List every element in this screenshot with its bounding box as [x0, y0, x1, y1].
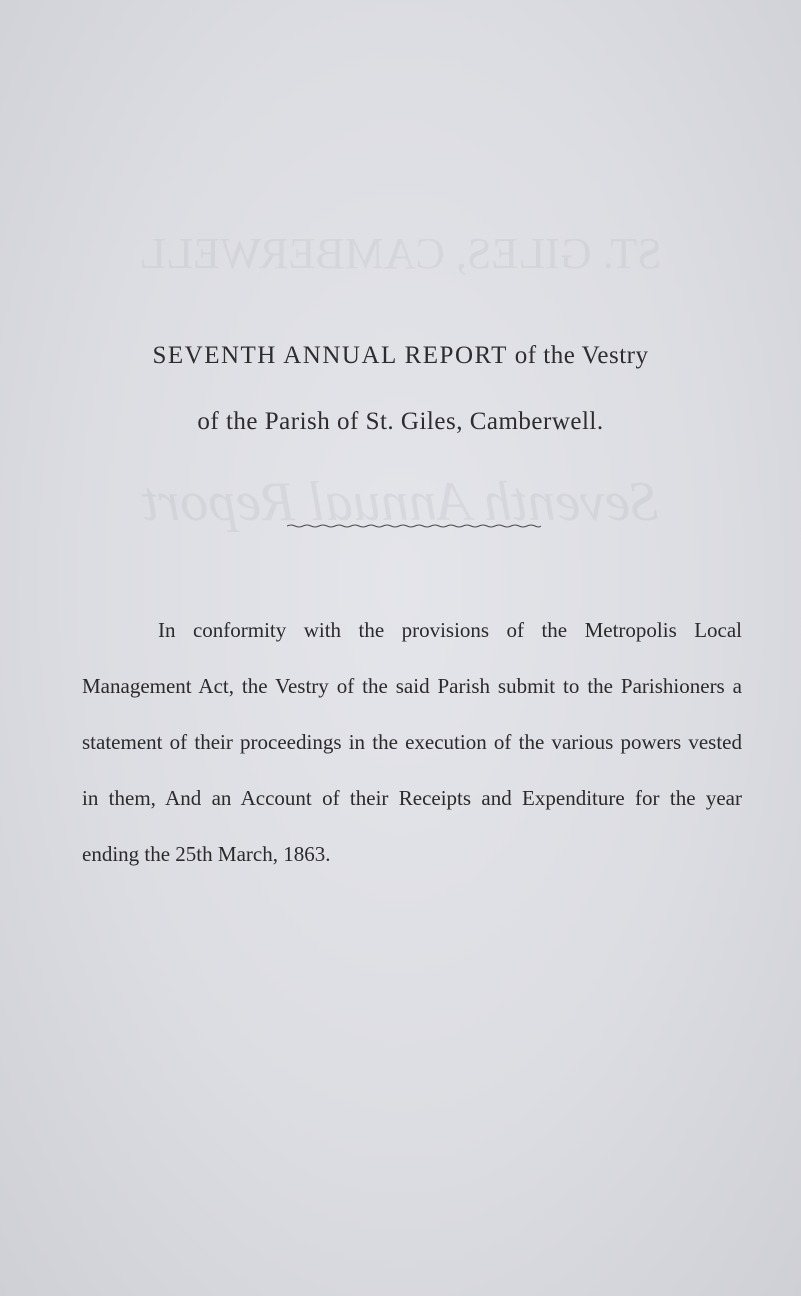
wavy-divider-rule — [287, 522, 541, 530]
show-through-decoration: ST. GILES, CAMBERWELL — [139, 229, 662, 278]
show-through-decoration: Seventh Annual Report — [142, 471, 659, 533]
report-title-caps: SEVENTH ANNUAL REPORT — [152, 342, 508, 369]
report-title-line-2: of the Parish of St. Giles, Camberwell. — [197, 408, 604, 435]
report-body — [82, 602, 742, 882]
report-body-paragraph: In conformity with the provisions of the Metropolis Local Management Act, the Vestry of the said Parish submit to the Parishioners a statement of their proceedings in the execution of the various powers vested in them, And an Account of their Receipts and Expenditure for the year ending the 25th March, 1863. — [82, 618, 742, 866]
report-title-line-1 — [0, 342, 801, 370]
report-title-rest: of the Vestry — [507, 342, 649, 369]
